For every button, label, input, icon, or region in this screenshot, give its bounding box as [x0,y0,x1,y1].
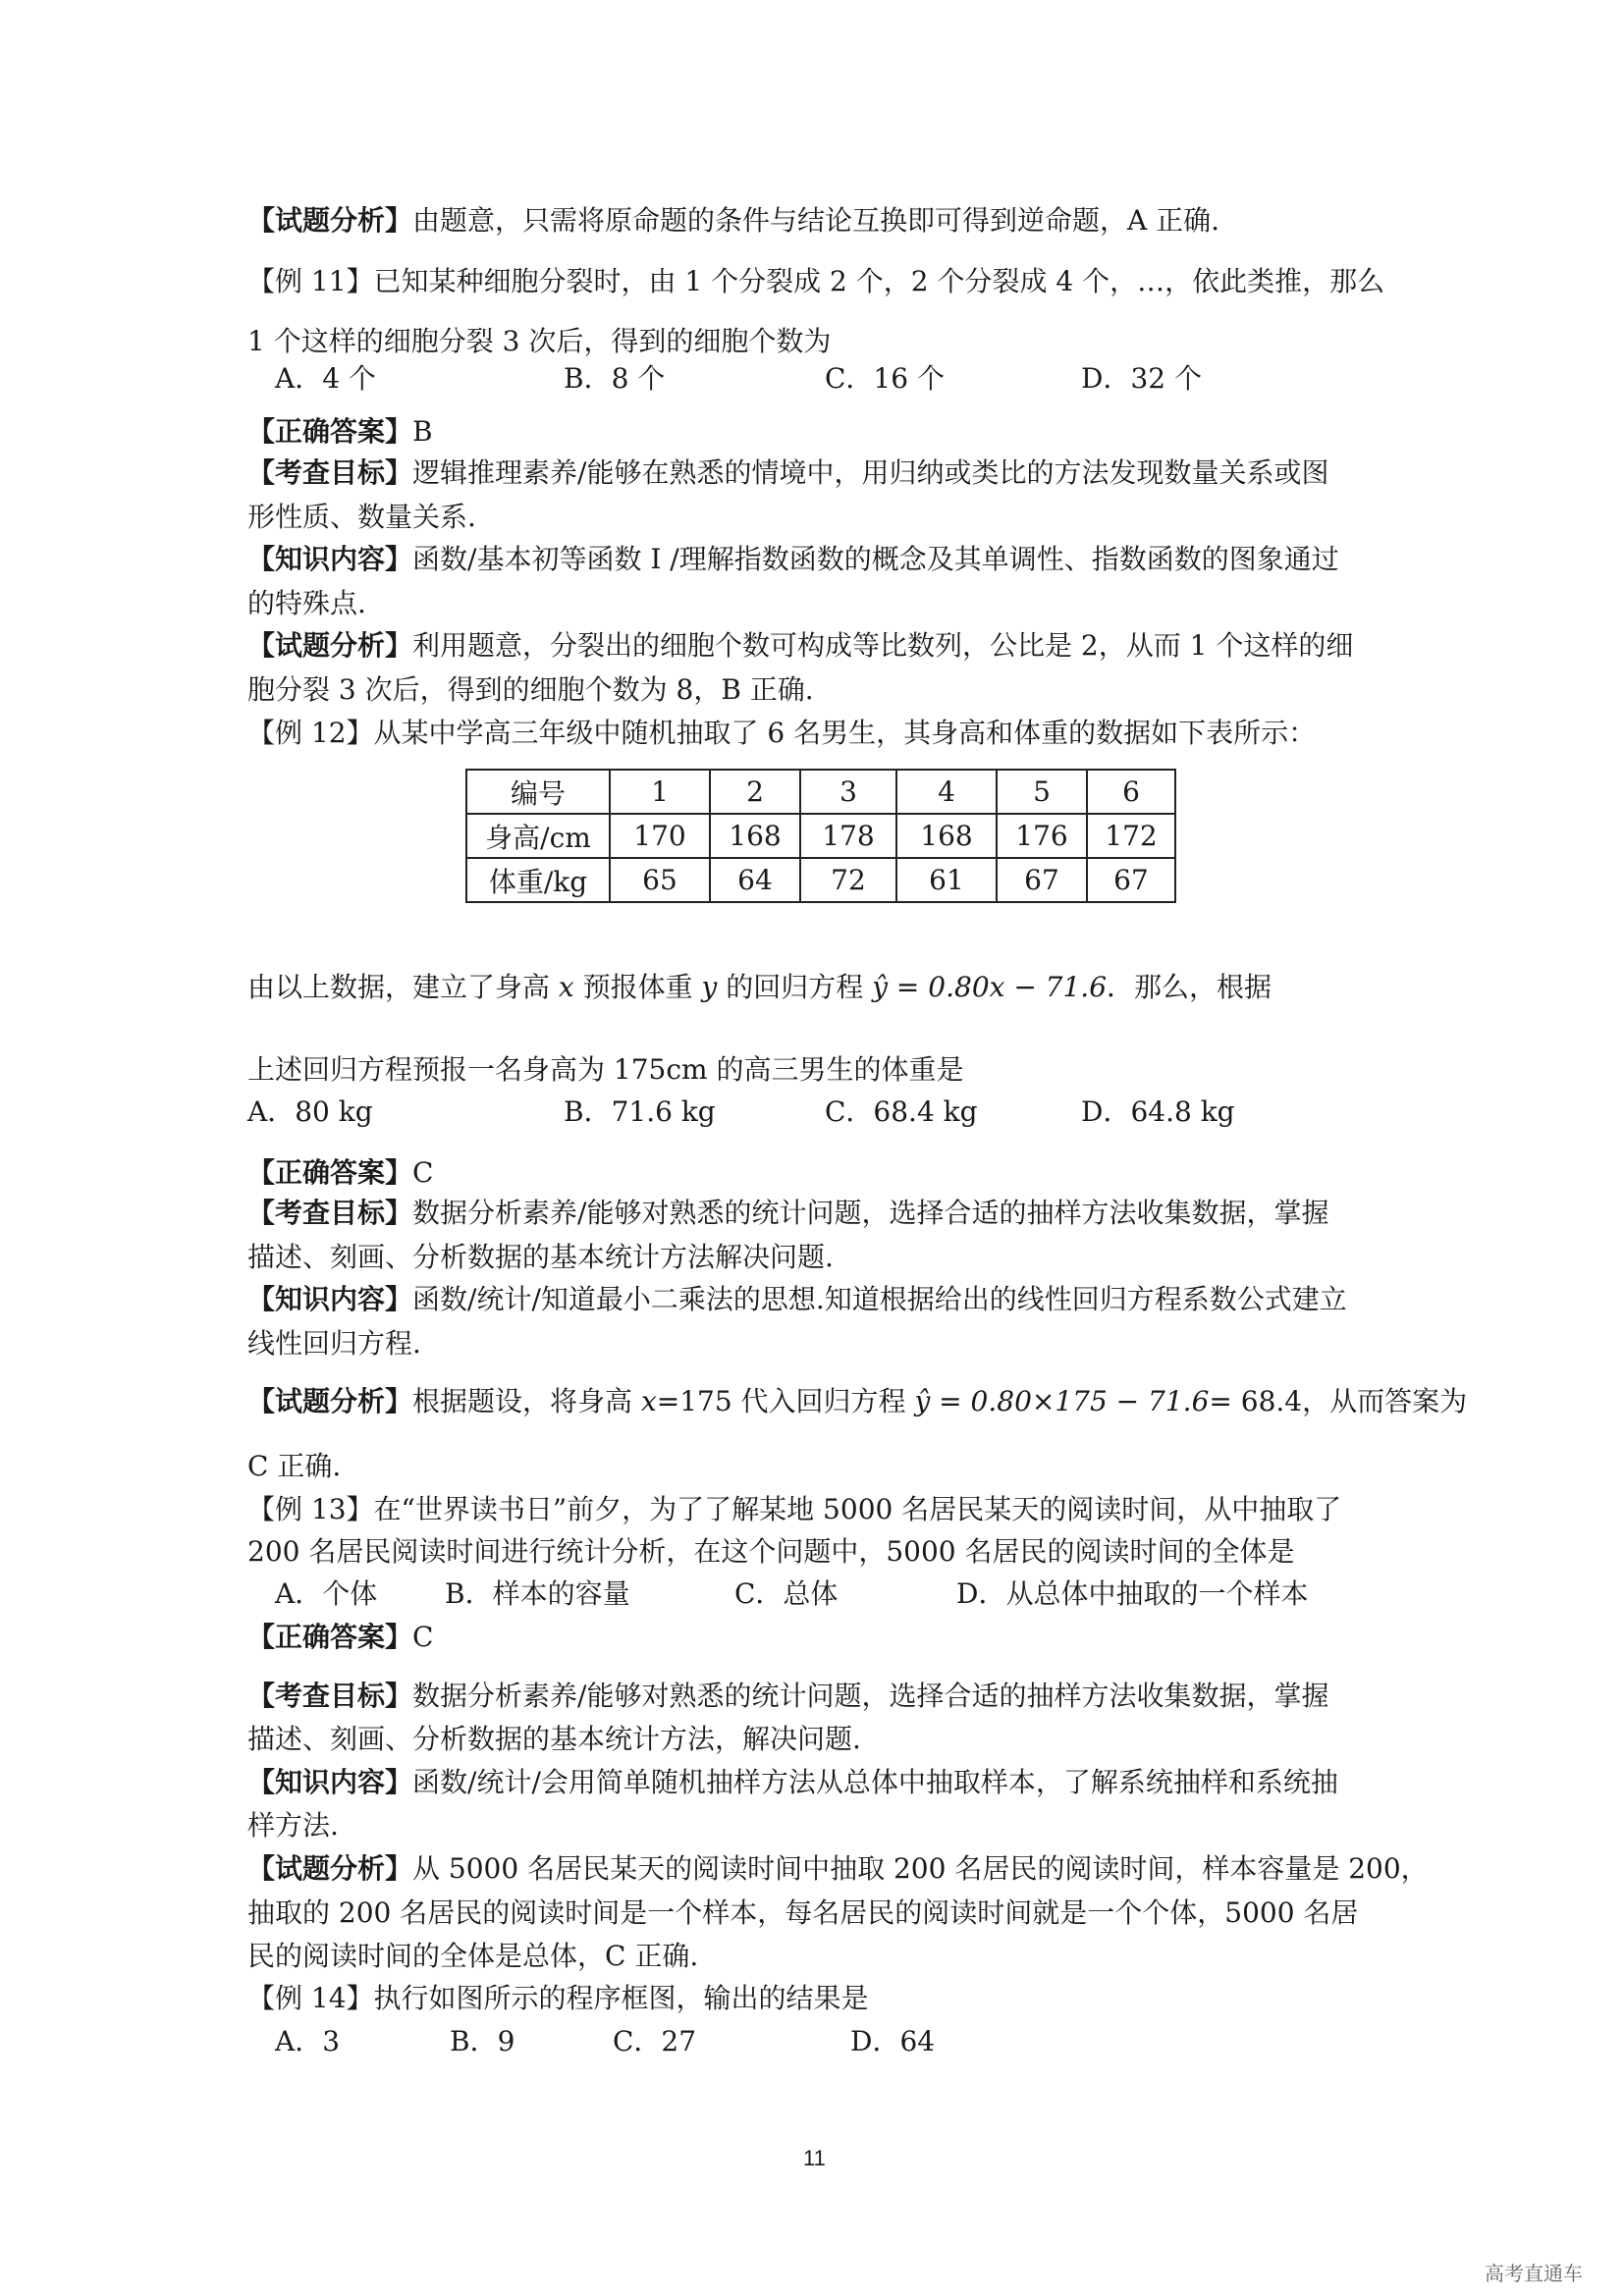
table-cell: 5 [997,770,1087,814]
table-row [466,770,1175,814]
table-cell: 编号 [466,770,610,814]
table-cell: 61 [896,858,997,902]
example-12-option-c: C．68.4 kg [825,1095,978,1128]
example-13-answer [247,1618,433,1657]
table-cell: 4 [896,770,997,814]
goal-text: 逻辑推理素养/能够在熟悉的情境中，用归纳或类比的方法发现数量关系或图 [412,456,1329,489]
goal-text: 数据分析素养/能够对熟悉的统计问题，选择合适的抽样方法收集数据，掌握 [412,1680,1329,1712]
table-cell: 2 [710,770,800,814]
table-cell: 身高/cm [466,814,610,858]
answer-value: C [412,1156,434,1189]
analysis-text: 从 5000 名居民某天的阅读时间中抽取 200 名居民的阅读时间，样本容量是 200， [412,1852,1429,1885]
example-12-analysis-line2: C 正确. [247,1450,342,1482]
analysis-text: 利用题意，分裂出的细胞个数可构成等比数列，公比是 2，从而 1 个这样的细 [412,629,1354,662]
table-cell: 172 [1087,814,1175,858]
example-12-analysis-line1 [247,1382,1467,1421]
table-cell: 64 [710,858,800,902]
example-13-analysis-line1 [247,1849,1429,1889]
example-13-knowledge-line1 [247,1763,1338,1802]
analysis-text: =175 代入回归方程 [656,1385,906,1417]
example-11-stem-line1: 【例 11】已知某种细胞分裂时，由 1 个分裂成 2 个，2 个分裂成 4 个，…，依此类推，那么 [247,265,1385,297]
example-11-analysis-line1 [247,626,1353,666]
example-13-option-d: D．从总体中抽取的一个样本 [956,1577,1309,1610]
analysis-tag: 【试题分析】 [247,1385,413,1417]
question-text: ．那么，根据 [1107,971,1272,1003]
knowledge-text: 函数/基本初等函数 I /理解指数函数的概念及其单调性、指数函数的图象通过 [412,543,1339,575]
analysis-text: 根据题设，将身高 [412,1385,633,1417]
goal-tag: 【考查目标】 [247,1197,413,1229]
example-13-analysis-line2: 抽取的 200 名居民的阅读时间是一个样本，每名居民的阅读时间就是一个个体，5000 名居 [247,1896,1359,1929]
example-11-stem-line2: 1 个这样的细胞分裂 3 次后，得到的细胞个数为 [247,325,832,357]
table-cell: 1 [610,770,710,814]
example-11-analysis-line2: 胞分裂 3 次后，得到的细胞个数为 8，B 正确. [247,673,814,706]
analysis-paragraph [247,201,1219,240]
example-13-option-b: B．样本的容量 [445,1577,630,1610]
example-13-knowledge-line2: 样方法. [247,1809,339,1842]
example-11-knowledge-line2: 的特殊点. [247,587,366,619]
example-11-option-b: B．8 个 [564,362,666,395]
analysis-tag: 【试题分析】 [247,629,413,662]
answer-value: B [412,415,433,448]
example-14-option-b: B．9 [450,2025,515,2057]
example-13-goal-line2: 描述、刻画、分析数据的基本统计方法，解决问题. [247,1723,861,1755]
example-12-goal-line2: 描述、刻画、分析数据的基本统计方法解决问题. [247,1241,834,1273]
example-14-stem: 【例 14】执行如图所示的程序框图，输出的结果是 [247,1982,869,2014]
regression-equation: ŷ = 0.80x − 71.6 [872,971,1108,1003]
table-row [466,858,1175,902]
example-13-stem-line1: 【例 13】在“世界读书日”前夕，为了了解某地 5000 名居民某天的阅读时间，从中抽取了 [247,1493,1342,1525]
example-12-option-d: D．64.8 kg [1081,1095,1235,1128]
watermark: 高考直通车 [1485,2262,1583,2285]
example-14-option-d: D．64 [850,2025,936,2057]
example-14-option-c: C．27 [613,2025,697,2057]
example-12-knowledge-line2: 线性回归方程. [247,1327,421,1360]
table-cell: 168 [710,814,800,858]
table-cell: 178 [800,814,896,858]
table-cell: 72 [800,858,896,902]
variable-x: x [640,1385,657,1417]
answer-value: C [412,1621,434,1653]
knowledge-tag: 【知识内容】 [247,1283,413,1315]
table-cell: 3 [800,770,896,814]
answer-tag: 【正确答案】 [247,415,413,448]
analysis-tag: 【试题分析】 [247,1852,413,1885]
height-weight-table [465,769,1176,903]
page-number: 11 [803,2146,826,2170]
question-text: 由以上数据，建立了身高 [247,971,551,1003]
example-11-goal-line2: 形性质、数量关系. [247,501,476,533]
regression-calculation: ŷ = 0.80×175 − 71.6 [914,1385,1210,1417]
question-text: 的回归方程 [726,971,864,1003]
table-cell: 65 [610,858,710,902]
example-13-option-a: A．个体 [275,1577,378,1610]
example-14-option-a: A．3 [275,2025,341,2057]
example-11-answer [247,412,433,452]
table-cell: 176 [997,814,1087,858]
goal-text: 数据分析素养/能够对熟悉的统计问题，选择合适的抽样方法收集数据，掌握 [412,1197,1329,1229]
knowledge-text: 函数/统计/知道最小二乘法的思想.知道根据给出的线性回归方程系数公式建立 [412,1283,1347,1315]
variable-x: x [558,971,574,1003]
question-text: 预报体重 [582,971,693,1003]
table-cell: 体重/kg [466,858,610,902]
example-11-knowledge-line1 [247,540,1339,579]
example-11-option-c: C．16 个 [825,362,945,395]
example-11-goal-line1 [247,454,1328,493]
goal-tag: 【考查目标】 [247,456,413,489]
example-12-question-line2: 上述回归方程预报一名身高为 175cm 的高三男生的体重是 [247,1053,964,1086]
table-cell: 168 [896,814,997,858]
example-13-analysis-line3: 民的阅读时间的全体是总体，C 正确. [247,1940,699,1972]
example-12-answer [247,1153,433,1193]
example-12-goal-line1 [247,1194,1328,1233]
table-row [466,814,1175,858]
table-cell: 170 [610,814,710,858]
goal-tag: 【考查目标】 [247,1680,413,1712]
example-13-stem-line2: 200 名居民阅读时间进行统计分析，在这个问题中，5000 名居民的阅读时间的全体是 [247,1535,1295,1568]
example-13-option-c: C．总体 [734,1577,839,1610]
table-cell: 67 [997,858,1087,902]
example-12-stem-line1: 【例 12】从某中学高三年级中随机抽取了 6 名男生，其身高和体重的数据如下表所示： [247,717,1317,749]
section-tag: 【试题分析】 [247,204,413,237]
example-12-option-a: A．80 kg [247,1095,373,1128]
example-12-knowledge-line1 [247,1280,1347,1319]
example-12-option-b: B．71.6 kg [564,1095,716,1128]
table-cell: 67 [1087,858,1175,902]
example-11-option-a: A．4 个 [275,362,376,395]
answer-tag: 【正确答案】 [247,1621,413,1653]
knowledge-text: 函数/统计/会用简单随机抽样方法从总体中抽取样本，了解系统抽样和系统抽 [412,1766,1338,1798]
analysis-text: = 68.4，从而答案为 [1209,1385,1468,1417]
analysis-text: 由题意，只需将原命题的条件与结论互换即可得到逆命题，A 正确. [412,204,1220,237]
table-cell: 6 [1087,770,1175,814]
example-13-goal-line1 [247,1677,1328,1716]
example-12-question-line1 [247,968,1272,1007]
knowledge-tag: 【知识内容】 [247,1766,413,1798]
example-11-option-d: D．32 个 [1081,362,1202,395]
answer-tag: 【正确答案】 [247,1156,413,1189]
variable-y: y [701,971,718,1003]
knowledge-tag: 【知识内容】 [247,543,413,575]
